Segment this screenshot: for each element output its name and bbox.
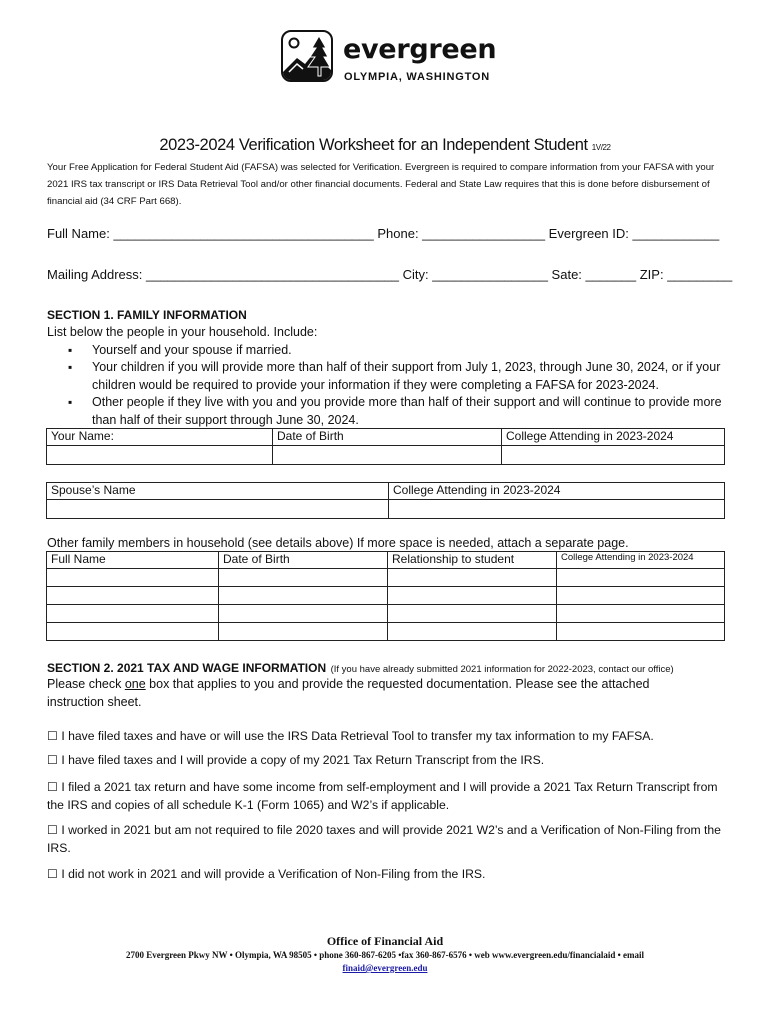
instr-emphasis: one — [124, 677, 146, 691]
header-spouse-name: Spouse’s Name — [47, 483, 389, 500]
logo-location: OLYMPIA, WASHINGTON — [344, 71, 490, 83]
logo-wordmark: evergreen — [343, 34, 497, 65]
member-cell[interactable] — [47, 569, 219, 587]
member-cell[interactable] — [219, 605, 388, 623]
section1-heading: SECTION 1. FAMILY INFORMATION — [47, 308, 247, 322]
contact-fields-line[interactable]: Full Name: ____________________________________ Phone: _________________ Evergreen ID: ____________ — [47, 226, 720, 241]
section2-instructions — [47, 676, 697, 711]
member-cell[interactable] — [388, 623, 557, 641]
tax-option — [47, 821, 737, 857]
member-cell[interactable] — [388, 569, 557, 587]
option-checkbox[interactable]: ☐ — [47, 867, 58, 881]
member-cell[interactable] — [557, 623, 725, 641]
member-cell[interactable] — [47, 623, 219, 641]
header-spouse-college: College Attending in 2023-2024 — [389, 483, 725, 500]
member-cell[interactable] — [219, 587, 388, 605]
header-full-name: Full Name — [47, 552, 219, 569]
member-cell[interactable] — [219, 623, 388, 641]
spouse-name-cell[interactable] — [47, 500, 389, 519]
option-checkbox[interactable]: ☐ — [47, 780, 58, 794]
member-cell[interactable] — [219, 569, 388, 587]
header-your-name: Your Name: — [47, 429, 273, 446]
tax-option — [47, 751, 737, 769]
bullet-item: ▪ Other people if they live with you and you provide more than half of their support and will continue to provide more than half of their support through June 30, 2024. — [47, 394, 737, 429]
option-checkbox[interactable]: ☐ — [47, 753, 58, 767]
section2-note: (If you have already submitted 2021 information for 2022-2023, contact our office) — [330, 664, 674, 675]
section2-heading-line — [47, 659, 674, 677]
option-checkbox[interactable]: ☐ — [47, 729, 58, 743]
member-cell[interactable] — [557, 587, 725, 605]
instr-text: box that applies to you and provide the requested documentation. Please see the attached instruction sheet. — [47, 677, 650, 709]
tax-option — [47, 727, 737, 745]
title-text: 2023-2024 Verification Worksheet for an Independent Student — [159, 136, 588, 154]
instr-text: Please check — [47, 677, 125, 691]
address-fields-line[interactable]: Mailing Address: ___________________________________ City: ________________ Sate: _______ ZIP: _________ — [47, 267, 733, 282]
header-member-dob: Date of Birth — [219, 552, 388, 569]
tax-option — [47, 778, 737, 814]
member-cell[interactable] — [47, 605, 219, 623]
option-text: I did not work in 2021 and will provide a Verification of Non-Filing from the IRS. — [61, 867, 486, 881]
page-title — [0, 136, 770, 155]
option-checkbox[interactable]: ☐ — [47, 823, 58, 837]
footer-address: 2700 Evergreen Pkwy NW • Olympia, WA 98505 • phone 360-867-6205 •fax 360-867-6576 • web www.evergreen.edu/financialaid • email — [125, 950, 645, 960]
your-college-cell[interactable] — [502, 446, 725, 465]
bullet-item: ▪ Yourself and your spouse if married. — [47, 342, 737, 360]
option-text: I have filed taxes and I will provide a copy of my 2021 Tax Return Transcript from the IRS. — [61, 753, 545, 767]
option-text: I filed a 2021 tax return and have some income from self-employment and I will provide a 2021 Tax Return Transcript from the IRS and copies of all schedule K-1 (Form 1065) and W2’s if applicable. — [47, 780, 718, 812]
header-college: College Attending in 2023-2024 — [502, 429, 725, 446]
bullet-item: ▪ Your children if you will provide more than half of their support from July 1, 2023, through June 30, 2024, or if your children would be required to provide your information if they were completing a FAFSA for 2023-2024. — [47, 359, 737, 394]
your-info-table — [46, 428, 725, 465]
option-text: I worked in 2021 but am not required to file 2020 taxes and will provide 2021 W2’s and a Verification of Non-Filing from the IRS. — [47, 823, 721, 855]
your-name-cell[interactable] — [47, 446, 273, 465]
spouse-college-cell[interactable] — [389, 500, 725, 519]
member-cell[interactable] — [557, 569, 725, 587]
member-cell[interactable] — [388, 605, 557, 623]
other-members-lead: Other family members in household (see details above) If more space is needed, attach a separate page. — [47, 536, 629, 550]
household-bullets — [47, 342, 737, 430]
footer-office: Office of Financial Aid — [326, 934, 444, 948]
section2-heading: SECTION 2. 2021 TAX AND WAGE INFORMATION — [47, 661, 327, 675]
spouse-table — [46, 482, 725, 519]
section1-lead: List below the people in your household. Include: — [47, 325, 318, 339]
intro-paragraph: Your Free Application for Federal Student Aid (FAFSA) was selected for Verification. Evergreen is required to compare information from your FAFSA with your 2021 IRS tax transcript or IRS Data Retrieval Tool and/or other financial documents. Federal and State Law requires that this is done before disbursement of financial aid (34 CRF Part 668). — [47, 162, 715, 207]
section1-body — [47, 324, 737, 429]
your-dob-cell[interactable] — [273, 446, 502, 465]
email-link[interactable]: finaid@evergreen.edu — [342, 963, 428, 973]
header-date-of-birth: Date of Birth — [273, 429, 502, 446]
evergreen-logo — [281, 28, 511, 90]
version-label: 1V/22 — [591, 143, 611, 152]
header-relationship: Relationship to student — [388, 552, 557, 569]
member-cell[interactable] — [47, 587, 219, 605]
tree-mountain-logo-icon — [281, 30, 333, 82]
header-member-college: College Attending in 2023-2024 — [557, 552, 725, 569]
other-members-table — [46, 551, 725, 641]
option-text: I have filed taxes and have or will use the IRS Data Retrieval Tool to transfer my tax information to my FAFSA. — [61, 729, 654, 743]
footer-email-line — [0, 963, 770, 973]
member-cell[interactable] — [388, 587, 557, 605]
member-cell[interactable] — [557, 605, 725, 623]
tax-option — [47, 865, 737, 883]
